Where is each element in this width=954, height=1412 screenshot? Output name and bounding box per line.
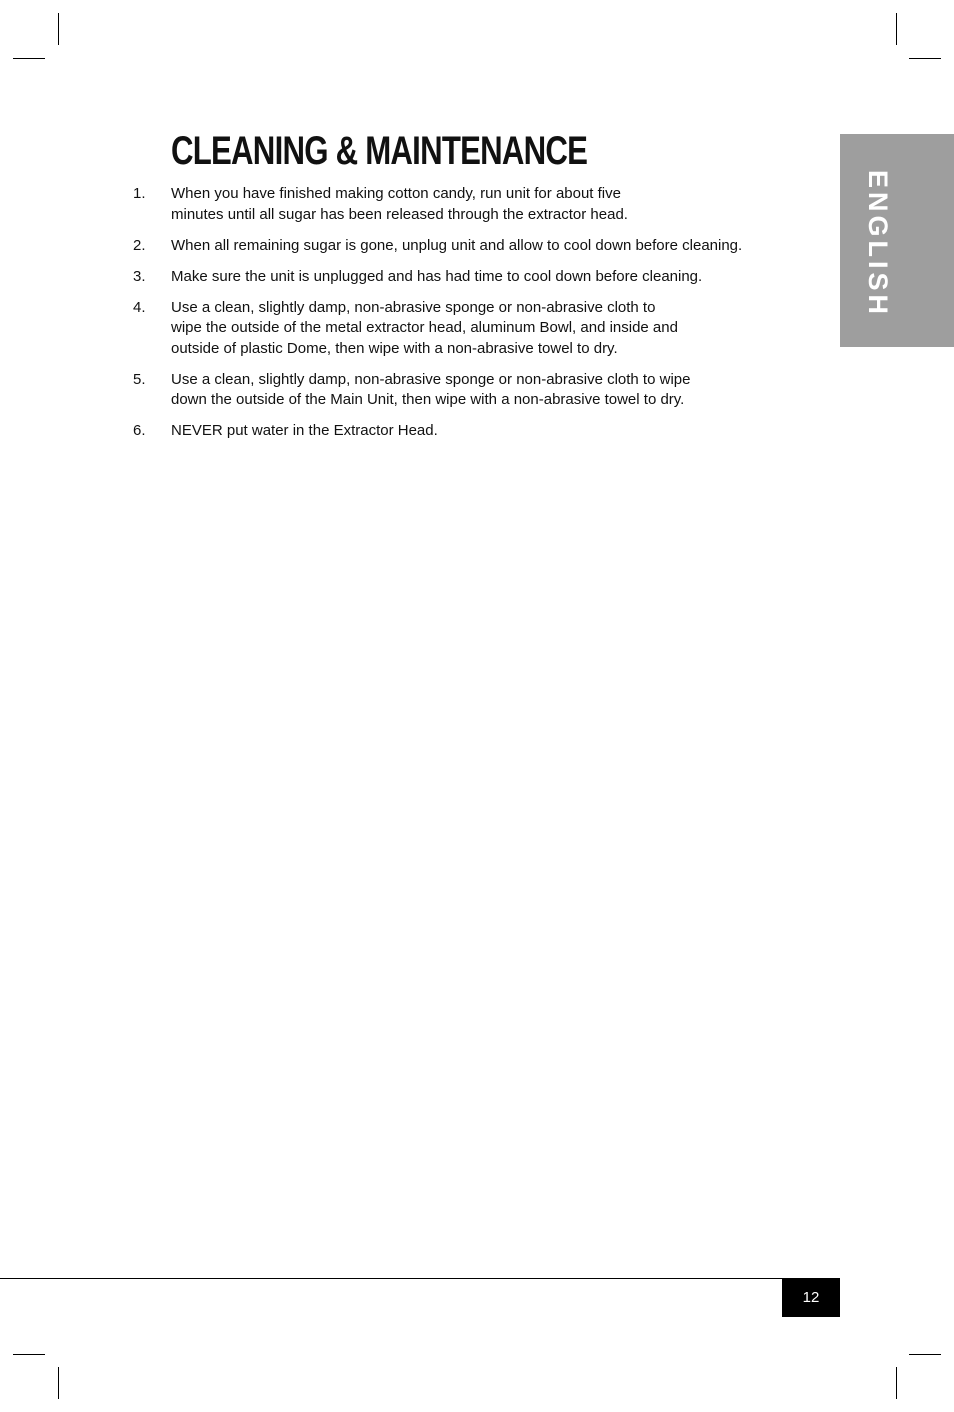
step-number: 2. [133, 236, 146, 254]
step-text-line: outside of plastic Dome, then wipe with a non-abrasive towel to dry. [171, 339, 618, 357]
step-text-line: NEVER put water in the Extractor Head. [171, 422, 438, 439]
step-text-line: Make sure the unit is unplugged and has had time to cool down before cleaning. [171, 267, 703, 285]
list-item [133, 184, 813, 225]
instruction-list [133, 184, 813, 452]
list-item [133, 370, 813, 411]
step-text-line: down the outside of the Main Unit, then wipe with a non-abrasive towel to dry. [171, 391, 685, 408]
crop-mark [909, 58, 941, 59]
step-number: 5. [133, 370, 146, 388]
step-text-line: When you have finished making cotton candy, run unit for about five [171, 185, 621, 202]
page-number: 12 [782, 1278, 840, 1317]
crop-mark [58, 13, 59, 45]
list-item [133, 267, 813, 288]
step-number: 4. [133, 298, 146, 316]
crop-mark [13, 1354, 45, 1355]
footer-divider [0, 1278, 840, 1279]
page-title: CLEANING & MAINTENANCE [171, 129, 588, 173]
step-text-line: Use a clean, slightly damp, non-abrasive sponge or non-abrasive cloth to wipe [171, 370, 691, 388]
step-text-line: wipe the outside of the metal extractor head, aluminum Bowl, and inside and [171, 319, 678, 336]
language-tab [840, 134, 954, 347]
crop-mark [896, 1367, 897, 1399]
list-item [133, 298, 813, 360]
crop-mark [909, 1354, 941, 1355]
crop-mark [13, 58, 45, 59]
crop-mark [58, 1367, 59, 1399]
list-item [133, 236, 813, 257]
crop-mark [896, 13, 897, 45]
step-number: 1. [133, 185, 146, 202]
language-tab-label: ENGLISH [863, 170, 893, 319]
step-text-line: minutes until all sugar has been released through the extractor head. [171, 205, 628, 223]
step-number: 3. [133, 267, 146, 285]
list-item [133, 421, 813, 442]
step-number: 6. [133, 422, 146, 439]
step-text-line: When all remaining sugar is gone, unplug unit and allow to cool down before cleaning. [171, 236, 743, 254]
step-text-line: Use a clean, slightly damp, non-abrasive sponge or non-abrasive cloth to [171, 298, 656, 316]
